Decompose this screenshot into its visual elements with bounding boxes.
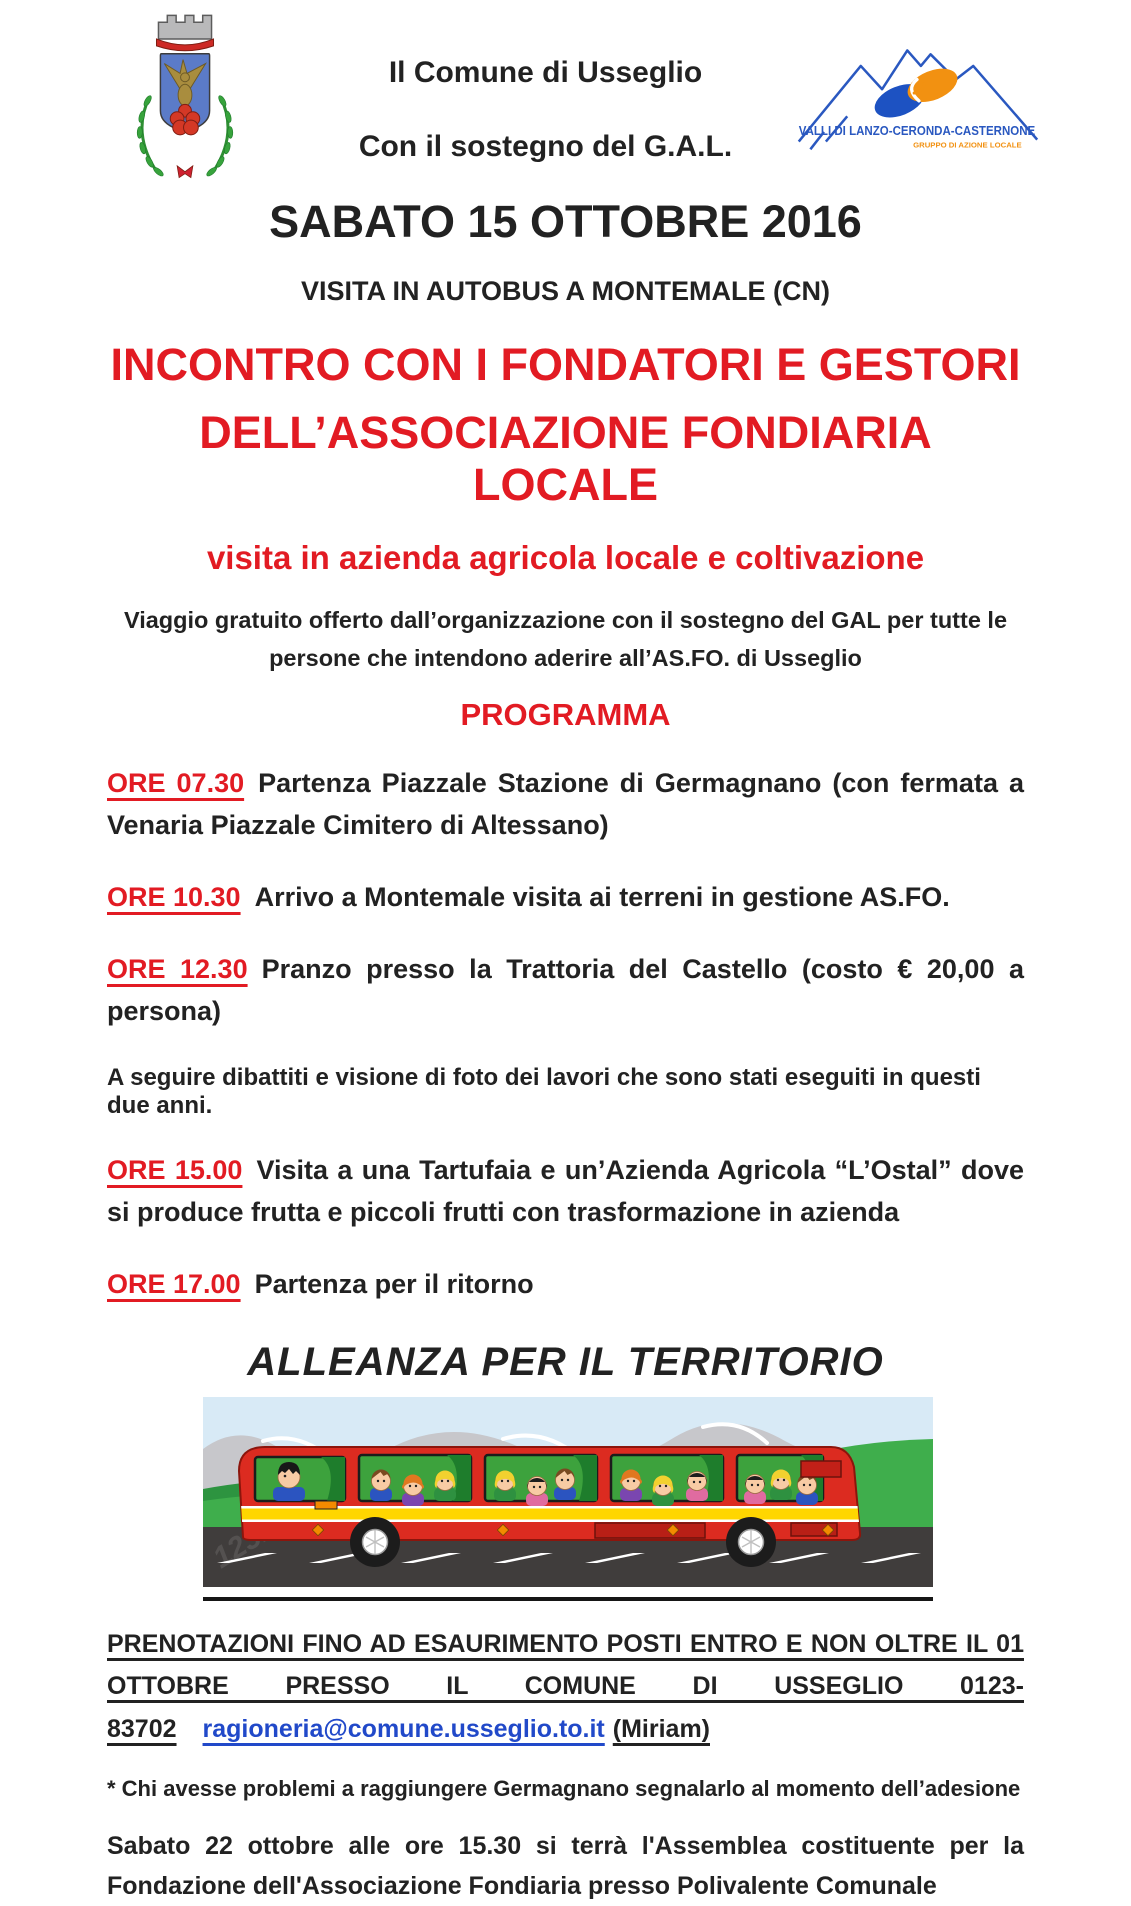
program-item	[107, 1150, 1024, 1234]
header-center	[280, 56, 811, 164]
program-item	[107, 763, 1024, 847]
image-divider	[203, 1597, 933, 1601]
program-text: Partenza Piazzale Stazione di Germagnano (con fermata a Venaria Piazzale Cimitero di Altessano)	[107, 768, 1024, 840]
headline-line1: INCONTRO CON I FONDATORI E GESTORI	[110, 339, 1021, 390]
gal-support-line: Con il sostegno del G.A.L.	[358, 130, 733, 163]
flyer-content	[0, 196, 1131, 1906]
intro-paragraph: Viaggio gratuito offerto dall’organizzazione con il sostegno del GAL per tutte le persone che intendono aderire all’AS.FO. di Usseglio	[123, 607, 1008, 672]
gal-logo-icon	[791, 38, 1043, 159]
municipality-title: Il Comune di Usseglio	[388, 56, 703, 89]
date-title: SABATO 15 OTTOBRE 2016	[269, 196, 862, 247]
program-note: A seguire dibattiti e visione di foto dei lavori che sono stati eseguiti in questi due anni.	[107, 1064, 981, 1120]
program-text: Visita a una Tartufaia e un’Azienda Agricola “L’Ostal” dove si produce frutta e piccoli frutti con trasformazione in azienda	[107, 1155, 1024, 1228]
program-title: PROGRAMMA	[460, 697, 671, 733]
program-time: ORE 10.30	[107, 881, 241, 912]
gal-logo-title: VALLI DI LANZO-CERONDA-CASTERNONE	[798, 123, 1036, 138]
header	[0, 0, 1131, 192]
headline-line2: DELL’ASSOCIAZIONE FONDIARIA LOCALE	[199, 407, 932, 510]
program-time: ORE 17.00	[107, 1269, 241, 1300]
usseglio-crest-icon	[126, 6, 244, 191]
program-time: ORE 12.30	[107, 953, 248, 984]
booking-text: PRENOTAZIONI FINO AD ESAURIMENTO POSTI ENTRO E NON OLTRE IL 01 OTTOBRE PRESSO IL COMUNE DI USSEGLIO 0123-83702	[107, 1629, 1024, 1743]
program-item	[107, 949, 1024, 1033]
assembly-paragraph: Sabato 22 ottobre alle ore 15.30 si terrà l'Assemblea costituente per la Fondazione dell'Associazione Fondiaria presso Polivalente Comunale	[107, 1832, 1024, 1901]
booking-contact: (Miriam)	[612, 1714, 710, 1743]
booking-paragraph	[107, 1623, 1024, 1751]
program-text: Partenza per il ritorno	[254, 1269, 534, 1300]
program-time: ORE 07.30	[107, 768, 245, 799]
subheadline: visita in azienda agricola locale e coltivazione	[206, 539, 925, 576]
program-text: Arrivo a Montemale visita ai terreni in gestione AS.FO.	[254, 881, 950, 912]
footnote: * Chi avesse problemi a raggiungere Germagnano segnalarlo al momento dell’adesione	[107, 1776, 1021, 1802]
bus-wheel	[726, 1517, 776, 1567]
program-item	[107, 877, 1024, 919]
program-item	[107, 1264, 1024, 1306]
gal-logo-subtitle: GRUPPO DI AZIONE LOCALE	[913, 140, 1022, 150]
bus-illustration	[203, 1397, 933, 1592]
program-time: ORE 15.00	[107, 1155, 243, 1186]
transport-title: VISITA IN AUTOBUS A MONTEMALE (CN)	[301, 276, 830, 306]
email-link[interactable]: ragioneria@comune.usseglio.to.it	[202, 1714, 605, 1743]
bus-wheel	[350, 1517, 400, 1567]
program-text: Pranzo presso la Trattoria del Castello (costo € 20,00 a persona)	[107, 953, 1024, 1026]
slogan-title: ALLEANZA PER IL TERRITORIO	[247, 1339, 884, 1384]
